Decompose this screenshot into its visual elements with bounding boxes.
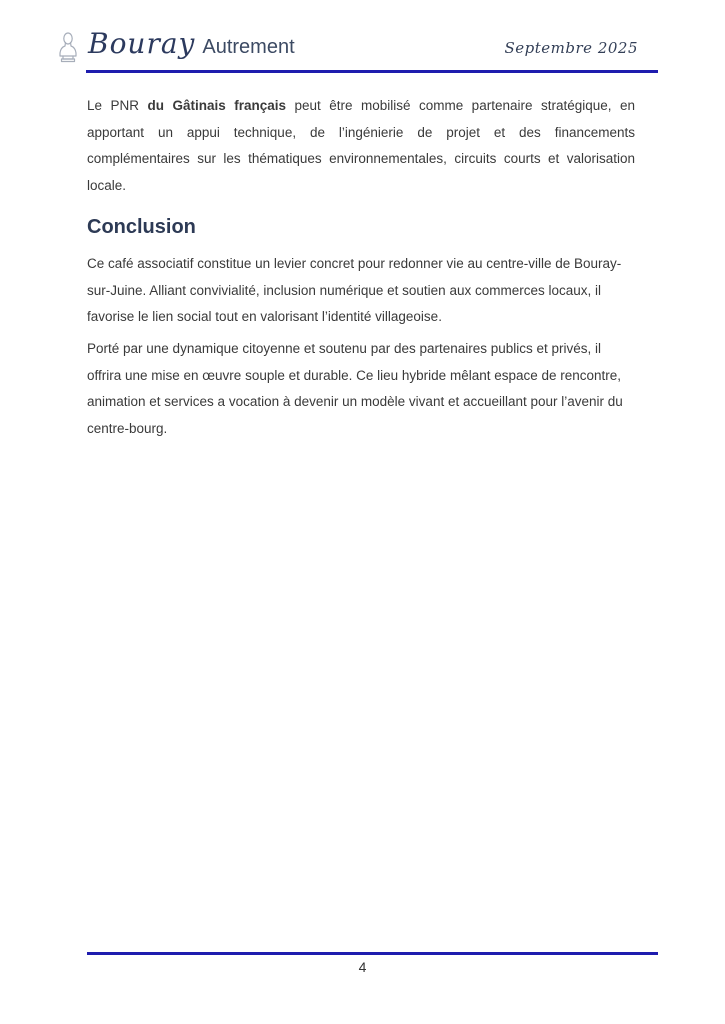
brand-name-regular: Autrement	[202, 36, 295, 58]
document-body	[87, 93, 635, 443]
paragraph-pnr-rest: peut être mobilisé comme partenaire stratégique, en apportant un appui technique, de l’ingénierie de projet et des financements complémentaires sur les thématiques environnementales, circuits courts et valorisation locale.	[87, 98, 635, 194]
header-date: Septembre 2025	[504, 39, 638, 57]
page-header	[56, 27, 638, 62]
paragraph-conclusion-1: Ce café associatif constitue un levier concret pour redonner vie au centre-ville de Bouray-sur-Juine. Alliant convivialité, inclusion numérique et soutien aux commerces locaux, il favorise le lien social tout en valorisant l’identité villageoise.	[87, 255, 622, 325]
conclusion-heading: Conclusion	[87, 215, 196, 238]
bust-statue-icon	[56, 32, 80, 64]
brand-name-script: Bouray	[88, 27, 196, 60]
paragraph-pnr-bold: du Gâtinais français	[147, 98, 286, 113]
header-rule	[86, 70, 658, 73]
paragraph-pnr	[87, 93, 635, 200]
paragraph-pnr-prefix: Le PNR	[87, 98, 148, 113]
page-number: 4	[358, 959, 367, 975]
paragraph-conclusion-2: Porté par une dynamique citoyenne et soutenu par des partenaires publics et privés, il offrira une mise en œuvre souple et durable. Ce lieu hybride mêlant espace de rencontre, animation et services a vocation à devenir un modèle vivant et accueillant pour l’avenir du centre-bourg.	[87, 340, 623, 437]
footer-rule	[87, 952, 658, 955]
